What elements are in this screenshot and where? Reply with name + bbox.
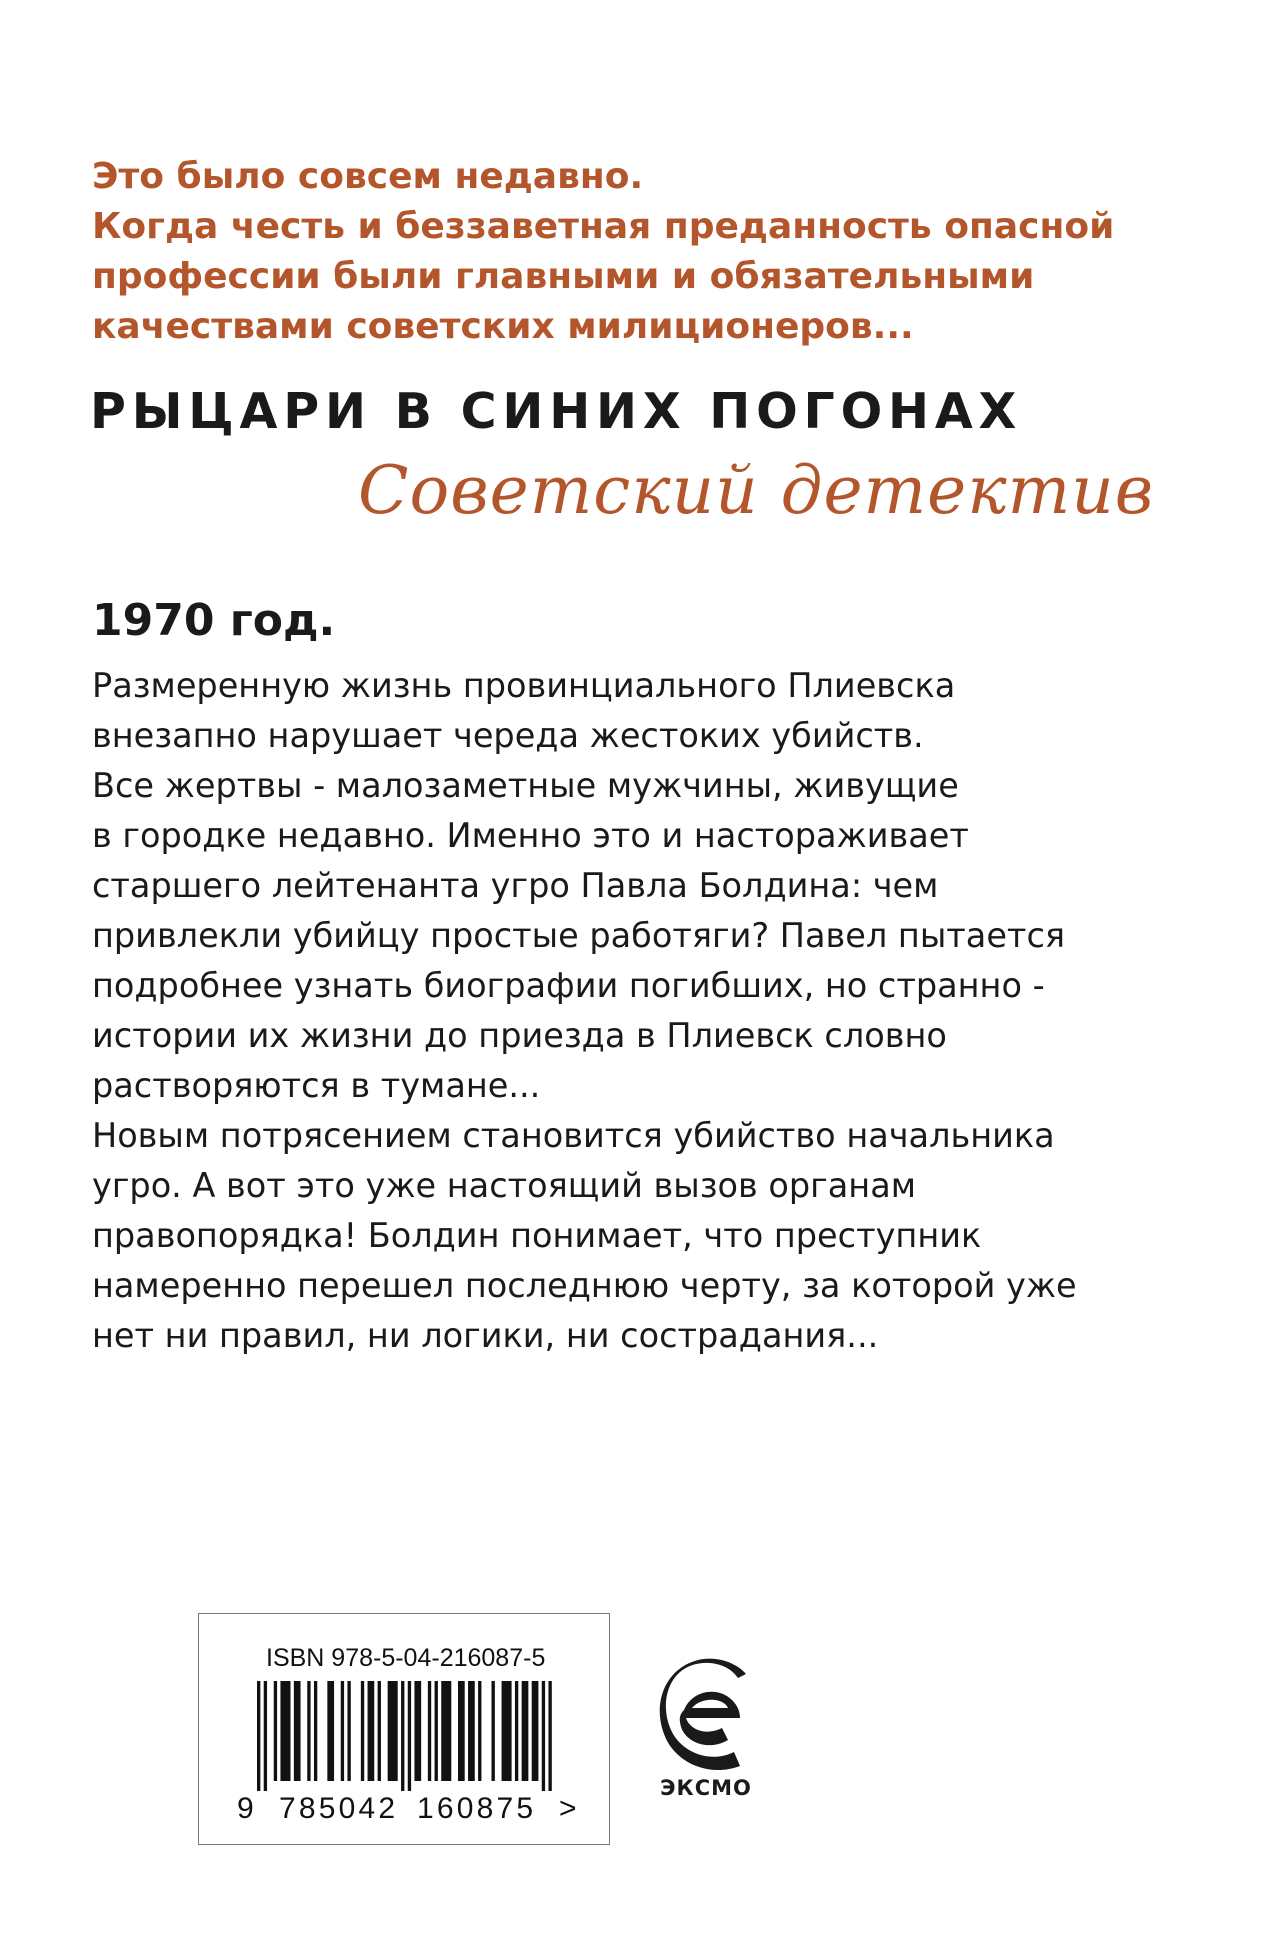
annotation-line: старшего лейтенанта угро Павла Болдина: чем <box>92 866 939 905</box>
tagline-line: Это было совсем недавно. <box>92 156 644 197</box>
annotation-line: намеренно перешел последнюю черту, за которой уже <box>92 1266 1077 1305</box>
annotation-line: Размеренную жизнь провинциального Плиевска <box>92 666 956 705</box>
barcode-bar <box>361 1681 364 1781</box>
barcode-digits-left: 785042 <box>279 1792 399 1825</box>
barcode-bar <box>280 1681 290 1781</box>
annotation-line: нет ни правил, ни логики, ни сострадания... <box>92 1316 879 1355</box>
year-heading: 1970 год. <box>92 595 336 646</box>
barcode-bar <box>502 1681 512 1781</box>
tagline <box>92 152 1212 352</box>
barcode-bar <box>327 1681 334 1781</box>
annotation-line: правопорядка! Болдин понимает, что преступник <box>92 1216 982 1255</box>
barcode-bar <box>294 1681 301 1781</box>
isbn-label: ISBN 978-5-04-216087-5 <box>266 1644 546 1672</box>
publisher-name: ЭКСМО <box>660 1776 752 1800</box>
barcode-bar <box>274 1681 277 1781</box>
barcode-bar <box>388 1681 398 1781</box>
barcode-bar <box>435 1681 438 1781</box>
barcode-bar <box>341 1681 344 1781</box>
eksmo-logo-icon <box>656 1654 756 1772</box>
barcode-bar <box>428 1681 431 1781</box>
publisher-logo <box>656 1654 756 1834</box>
annotation-text <box>92 661 1202 1361</box>
barcode-bar <box>492 1681 495 1781</box>
barcode-bar <box>307 1681 310 1781</box>
barcode-bar <box>257 1681 260 1791</box>
tagline-line: качествами советских милиционеров... <box>92 306 914 347</box>
genre-label: Советский детектив <box>358 452 1155 529</box>
barcode-bar <box>408 1681 411 1791</box>
barcode-bar <box>478 1681 481 1781</box>
barcode-quiet-zone-arrow: > <box>559 1792 577 1825</box>
barcode-bar <box>515 1681 518 1781</box>
barcode-bar <box>468 1681 475 1781</box>
barcode-bar <box>401 1681 404 1791</box>
barcode-bar <box>378 1681 381 1781</box>
barcode-digits-right: 160875 <box>417 1792 537 1825</box>
annotation-line: внезапно нарушает череда жестоких убийств. <box>92 716 924 755</box>
annotation-line: подробнее узнать биографии погибших, но странно - <box>92 966 1045 1005</box>
barcode-bar <box>414 1681 421 1781</box>
annotation-line: Все жертвы - малозаметные мужчины, живущие <box>92 766 959 805</box>
tagline-line: Когда честь и беззаветная преданность опасной <box>92 206 1115 247</box>
series-title: РЫЦАРИ В СИНИХ ПОГОНАХ <box>90 383 1023 440</box>
annotation-line: угро. А вот это уже настоящий вызов органам <box>92 1166 917 1205</box>
barcode-bar <box>347 1681 350 1781</box>
barcode-bar <box>264 1681 267 1791</box>
annotation-line: истории их жизни до приезда в Плиевск словно <box>92 1016 947 1055</box>
barcode-bar <box>532 1681 539 1781</box>
annotation-line: растворяются в тумане... <box>92 1066 541 1105</box>
barcode-bar <box>458 1681 465 1781</box>
tagline-line: профессии были главными и обязательными <box>92 256 1035 297</box>
annotation-line: Новым потрясением становится убийство начальника <box>92 1116 1055 1155</box>
barcode-bar <box>441 1681 451 1781</box>
barcode-bar <box>314 1681 317 1781</box>
barcode-bar <box>522 1681 529 1781</box>
barcode-digit-first: 9 <box>237 1792 254 1825</box>
barcode-image <box>257 1681 575 1791</box>
annotation-line: в городке недавно. Именно это и настораживает <box>92 816 969 855</box>
isbn-barcode-box <box>198 1613 610 1845</box>
barcode-bar <box>542 1681 545 1791</box>
annotation-line: привлекли убийцу простые работяги? Павел пытается <box>92 916 1066 955</box>
barcode-bar <box>368 1681 375 1781</box>
barcode-bar <box>548 1681 551 1791</box>
